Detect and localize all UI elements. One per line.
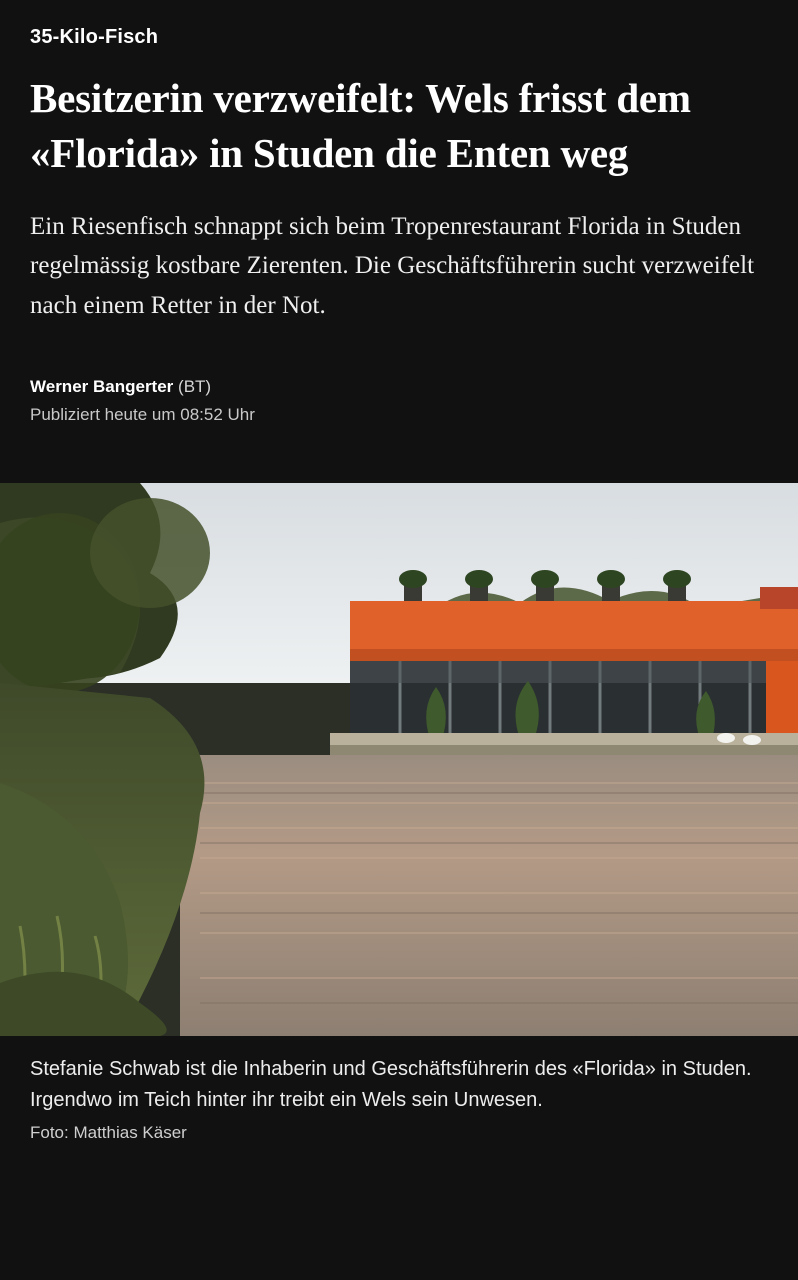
hero-illustration <box>0 483 798 1036</box>
author-name[interactable]: Werner Bangerter <box>30 377 174 397</box>
hero-caption: Stefanie Schwab ist die Inhaberin und Geschäftsführerin des «Florida» in Studen. Irgendwo im Teich hinter ihr treibt ein Wels sein Unwesen. <box>30 1058 752 1111</box>
hero-credit: Foto: Matthias Käser <box>30 1123 187 1143</box>
byline <box>30 377 768 397</box>
page-title: Besitzerin verzweifelt: Wels frisst dem «Florida» in Studen die Enten weg <box>30 75 691 176</box>
hero-image <box>0 483 798 1036</box>
article-lead: Ein Riesenfisch schnappt sich beim Tropenrestaurant Florida in Studen regelmässig kostbare Zierenten. Die Geschäftsführerin sucht verzweifelt nach einem Retter in der Not. <box>30 212 755 319</box>
author-outlet: (BT) <box>178 377 212 397</box>
article-header <box>0 0 798 425</box>
publish-timestamp: Publiziert heute um 08:52 Uhr <box>30 405 255 425</box>
hero-caption-block <box>0 1036 798 1143</box>
article-kicker: 35-Kilo-Fisch <box>30 26 159 48</box>
